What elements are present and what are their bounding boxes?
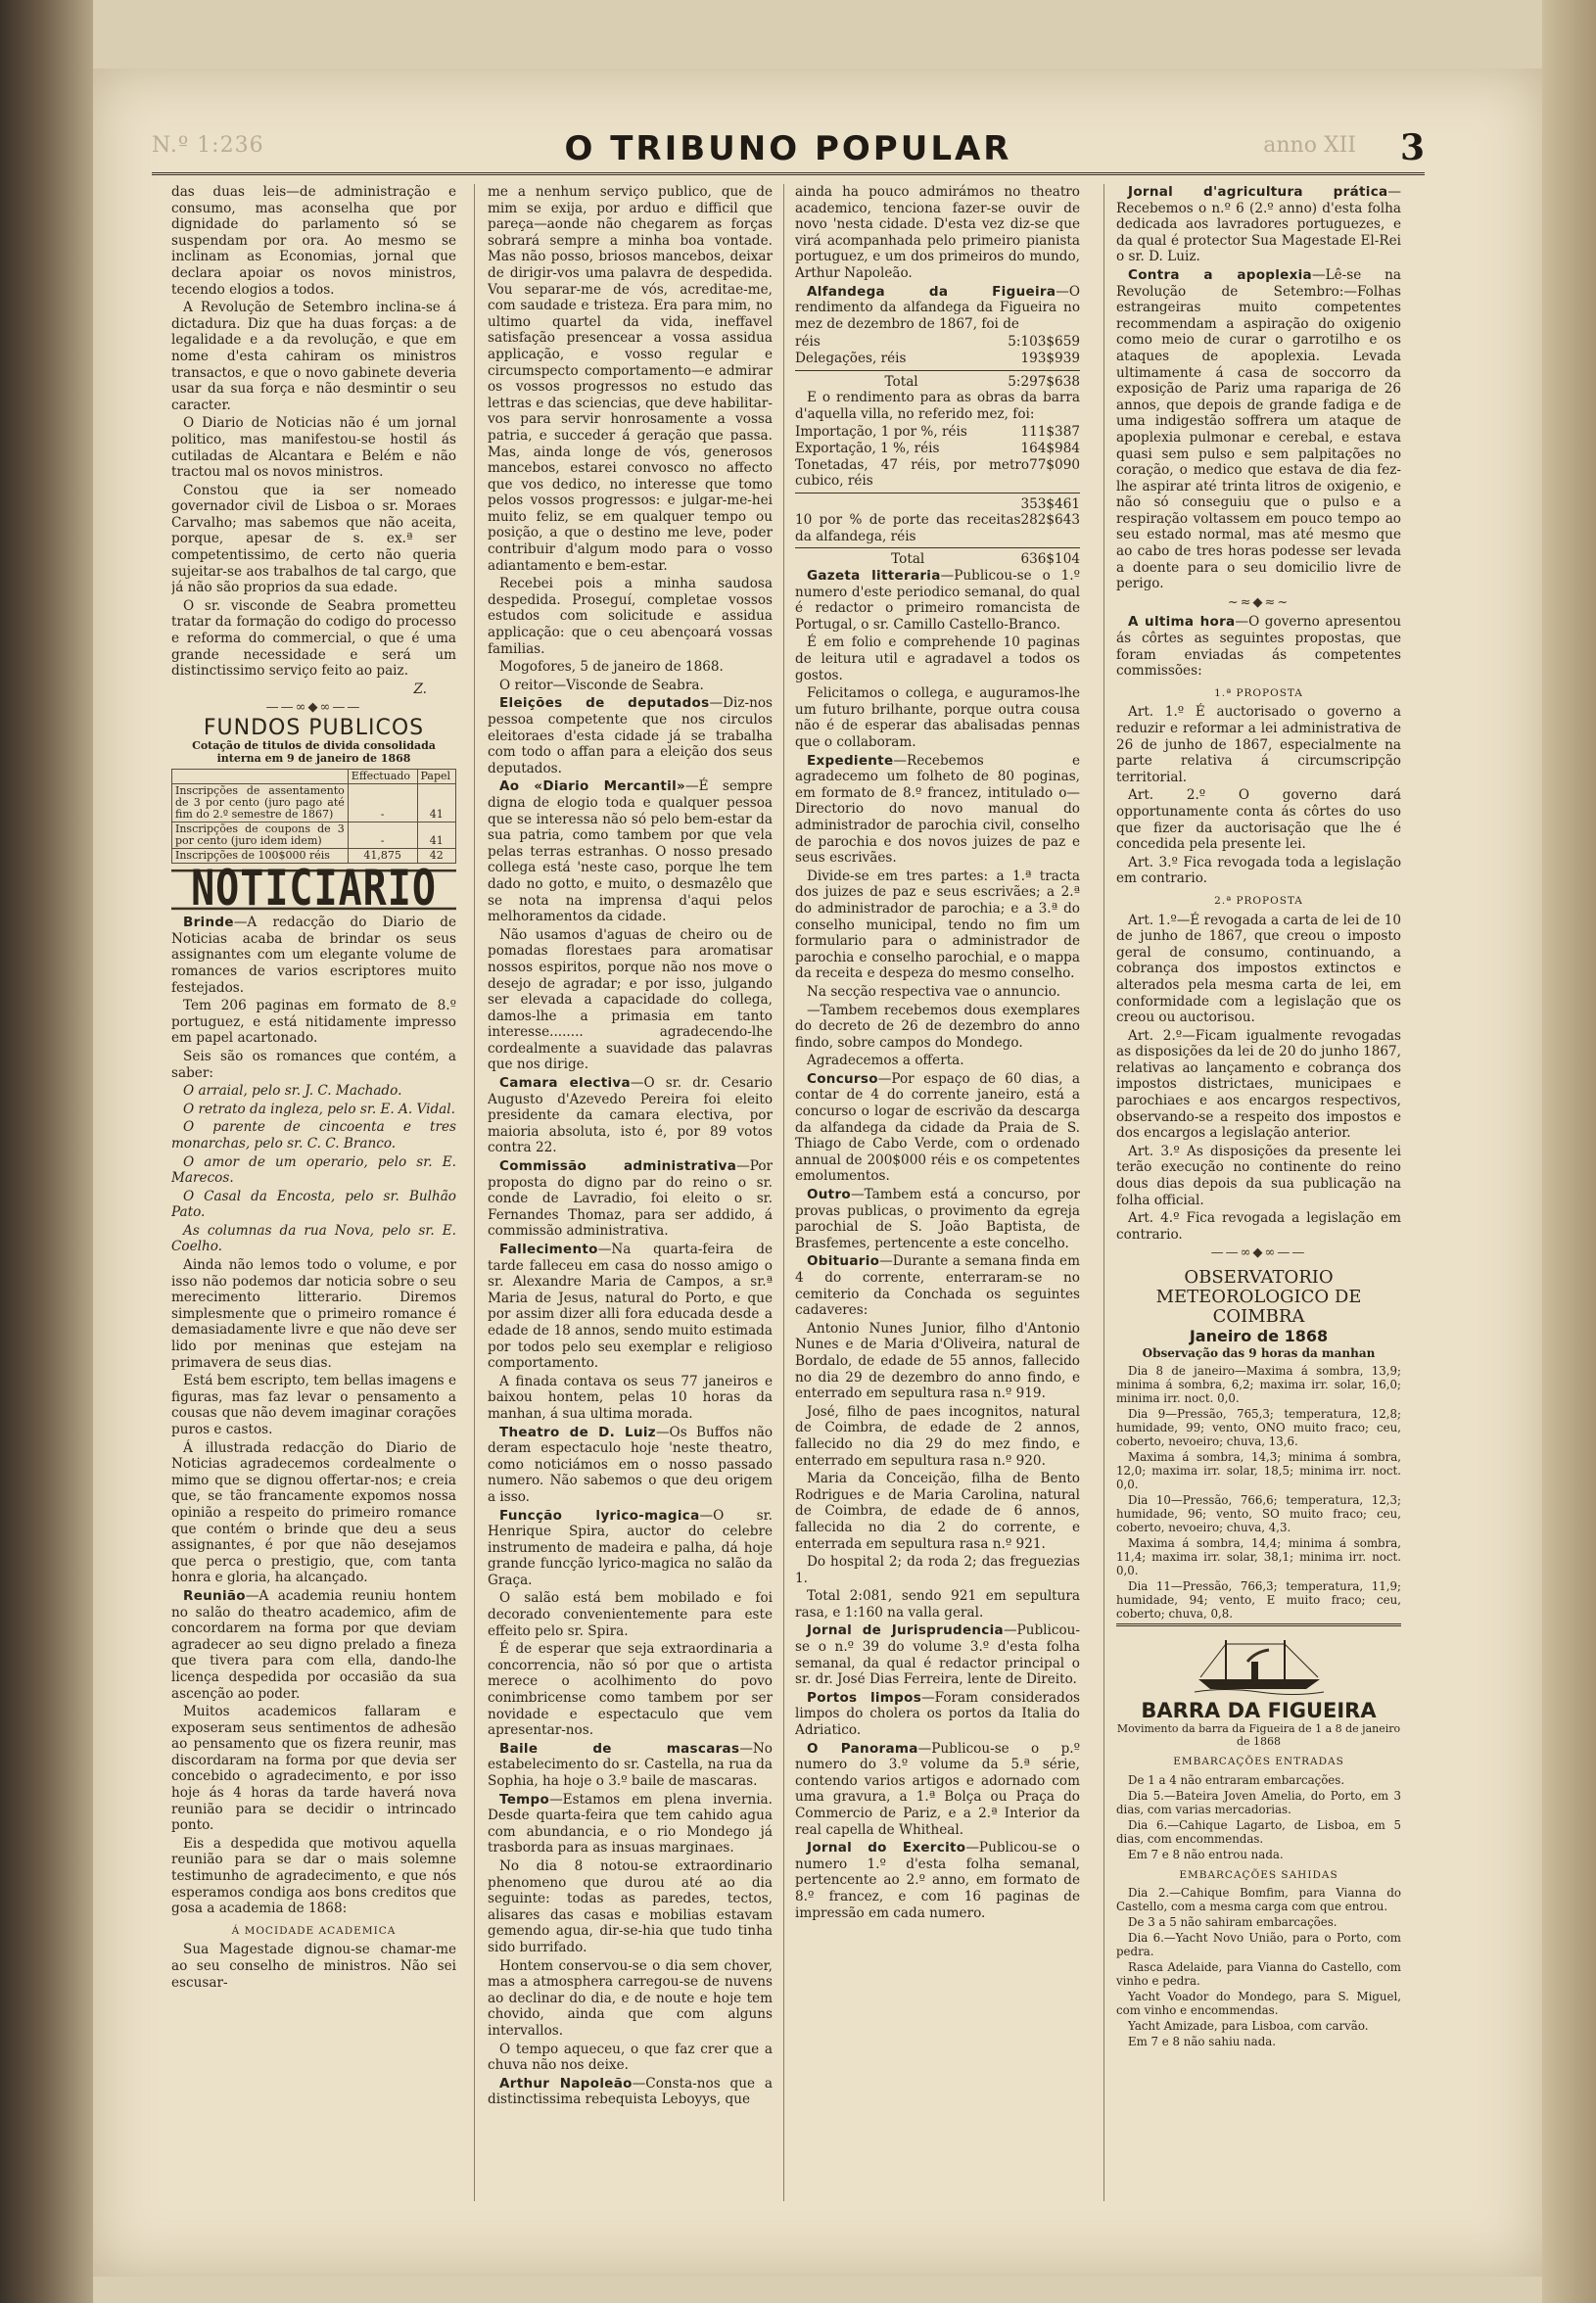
paragraph: O salão está bem mobilado e foi decorado convenientemente para este effeito pelo sr. Spira. (488, 1590, 773, 1639)
item-text: —O governo apresentou ás côrtes as seguintes propostas, que foram enviadas ás competentes commissões: (1116, 614, 1401, 680)
item-text: —O sr. dr. Cesario Augusto d'Azevedo Pereira foi eleito presidente da camara electiva, por maioria absoluta, isto é, por 89 votos contra 22. (488, 1075, 773, 1156)
item-lead: Tempo (499, 1791, 550, 1808)
ledger-value: 193$939 (1020, 350, 1080, 366)
cell: 41 (417, 822, 455, 848)
cell: Inscripções de 100$000 réis (172, 848, 349, 863)
column-1 (171, 184, 456, 2211)
section-subtitle: Cotação de titulos de divida consolidada interna em 9 de janeiro de 1868 (192, 738, 436, 765)
header-cell: Effectuado (348, 769, 417, 783)
column-rule (474, 184, 475, 2201)
section-heading-noticiario: NOTICIARIO (171, 870, 456, 910)
ledger-label: Total (891, 551, 925, 568)
item-text: —Estamos em plena invernia. Desde quarta-feira que tem cahido agua com abundancia, e o rio Mondego já trasborda para as insuas marginaes. (488, 1791, 773, 1856)
table-row (172, 783, 456, 822)
section-rule (1116, 1623, 1401, 1626)
paragraph: Agradecemos a offerta. (807, 1053, 964, 1069)
signature: O reitor—Visconde de Seabra. (499, 677, 704, 693)
item-text: —Por proposta do digno par do reino o sr. conde de Lavradio, foi eleito o sr. Fernandes Thomaz, para ser addido, á commissão administrativa. (488, 1158, 773, 1240)
ledger-value: 111$387 (1020, 424, 1080, 441)
item-text: —O sr. Henrique Spira, auctor do celebre instrumento de madeira e palha, dá hoje grande funcção lyrico-magica no salão da Graça. (488, 1507, 773, 1588)
paragraph: Ainda não lemos todo o volume, e por isso não podemos dar noticia sobre o seu merecimento litterario. Diremos simplesmente que o primeiro romance é demasiadamente livre e que não deve ser lido por meninas que estejam na primavera de seus dias. (171, 1257, 456, 1371)
item-lead: Funcção lyrico-magica (499, 1507, 700, 1524)
steamship-icon (1191, 1632, 1328, 1697)
ornament-divider: ——∞◆∞—— (265, 700, 362, 716)
list-item: Dia 6.—Cahique Lagarto, de Lisboa, em 5 dias, com encommendas. (1116, 1817, 1401, 1846)
paragraph: José, filho de paes incognitos, natural de Coimbra, de edade de 2 annos, fallecido no dia 29 do mez findo, e enterrado em sepultura rasa n.º 920. (795, 1403, 1080, 1469)
weather-entry: Maxima á sombra, 14,3; minima á sombra, 12,0; maxima irr. solar, 18,5; minima irr. noct. 0,0. (1116, 1449, 1401, 1491)
newspaper-title: O TRIBUNO POPULAR (564, 129, 1012, 168)
paragraph: O Diario de Noticias não é um jornal politico, mas manifestou-se hostil ás cutiladas de Alcantara e Belém e não tractou mal os novos ministros. (171, 415, 456, 481)
issue-year: anno XII (1263, 133, 1356, 158)
subsection-heading: EMBARCAÇÕES SAHIDAS (1179, 1868, 1338, 1881)
section-note: Observação das 9 horas da manhan (1142, 1345, 1376, 1360)
list-item: Dia 6.—Yacht Novo União, para o Porto, com pedra. (1116, 1931, 1401, 1959)
section-subtitle: Movimento da barra da Figueira de 1 a 8 de janeiro de 1868 (1116, 1722, 1401, 1749)
section-title: OBSERVATORIO METEOROLOGICO DE COIMBRA (1155, 1267, 1362, 1327)
item-lead: Jornal do Exercito (807, 1840, 966, 1856)
ledger-value: 282$643 (1020, 512, 1080, 529)
paragraph: Constou que ia ser nomeado governador civil de Lisboa o sr. Moraes Carvalho; mas sabemos que não aceita, porque, apesar de s. ex.ª ser competentissimo, de certo não queria sujeitar-se aos trabalhos de tal cargo, que já não são proprios da sua edade. (171, 482, 456, 596)
paragraph: Na secção respectiva vae o annuncio. (807, 983, 1060, 1000)
item-text: —Tambem está a concurso, por provas publicas, o provimento da egreja parochial de S. João Baptista, de Brasfemes, pertencente a este concelho. (795, 1187, 1080, 1251)
paragraph: A Revolução de Setembro inclina-se á dictadura. Diz que ha duas forças: a de legalidade e a da revolução, e que em nome d'esta cahiram os ministros transactos, e que o novo gabinete deveria usar da sua força e não desmintir o seu caracter. (171, 300, 456, 413)
list-item: De 1 a 4 não entraram embarcações. (1128, 1772, 1345, 1787)
ledger-total (795, 374, 1080, 391)
item-text: —Foram considerados limpos do cholera os portos da Italia do Adriatico. (795, 1689, 1080, 1739)
item-text: —Publicou-se o 1.º numero d'este periodico semanal, do qual é redactor o primeiro romancista de Portugal, o sr. Camillo Castello-Branco. (795, 568, 1080, 633)
paragraph: Hontem conservou-se o dia sem chover, mas a atmosphera carregou-se de nuvens ao declinar do dia, e de noute e hoje tem chovido, ainda que com alguns intervallos. (488, 1957, 773, 2039)
book-gutter (0, 0, 93, 2303)
item-text: —Publicou-se o numero 1.º d'esta folha semanal, pertencente ao 2.º anno, em formato de 8.º francez, e com 16 paginas de impressão em cada numero. (795, 1840, 1080, 1921)
page-number: 3 (1399, 127, 1425, 168)
paragraph: —Tambem recebemos dous exemplares do decreto de 26 de dezembro do anno findo, sobre campos do Mondego. (795, 1002, 1080, 1051)
signature: Z. (413, 681, 427, 697)
item-text: —No estabelecimento do sr. Castella, na rua da Sophia, ha hoje o 3.º baile de mascaras. (488, 1740, 773, 1789)
ledger-total (795, 551, 1080, 568)
paragraph: É em folio e comprehende 10 paginas de leitura util e agradavel a todos os gostos. (795, 634, 1080, 683)
column-rule (783, 184, 784, 2201)
item-text: —É sempre digna de elogio toda e qualquer pessoa que se interessa não só pelo bem-estar da sua patria, como tambem por que vela pelas terras estranhas. O nosso presado collega está 'neste caso, porque lhe tem dado no gotto, e muito, o desmazêlo que se nota na imprensa d'aqui pelos melhoramentos da cidade. (488, 778, 773, 925)
list-item: Em 7 e 8 não entrou nada. (1128, 1847, 1284, 1861)
list-item: As columnas da rua Nova, pelo sr. E. Coelho. (171, 1222, 456, 1255)
cell: - (348, 783, 417, 822)
cell: - (348, 822, 417, 848)
list-item: O Casal da Encosta, pelo sr. Bulhão Pato. (171, 1188, 456, 1221)
item-lead: A ultima hora (1128, 614, 1236, 631)
ledger-label: Tonetadas, 47 réis, por metro cubico, réis (795, 456, 1030, 490)
column-2 (488, 184, 773, 2211)
paragraph: Art. 1.º—É revogada a carta de lei de 10 de junho de 1867, que creou o imposto geral de consumo, continuando, a cobrança dos impostos extinctos e alterados pela mesma carta de lei, em conformidade com a legislação que os creou ou auctorisou. (1116, 912, 1401, 1026)
section-title: FUNDOS PUBLICOS (203, 716, 425, 740)
paragraph: Art. 2.º O governo dará opportunamente conta ás côrtes do uso que fizer da auctorisação que lhe é concedida pela presente lei. (1116, 787, 1401, 853)
sum-rule (795, 493, 1080, 494)
paragraph: Felicitamos o collega, e auguramos-lhe um futuro brilhante, porque outra cousa não é de esperar das abalisadas pennas que o collaboram. (795, 685, 1080, 750)
item-lead: Expediente (807, 752, 894, 769)
paragraph: das duas leis—de administração e consumo, mas aconselha que por dignidade do parlamento só se suspendam por ora. Ao mesmo se inclinam as Economias, jornal que declara apoiar os novos ministros, tecendo elogios a todos. (171, 184, 456, 298)
table-row (172, 822, 456, 848)
item-text: —Publicou-se o n.º 39 do volume 3.º d'esta folha semanal, da qual é redactor principal o sr. dr. José Dias Ferreira, lente de Direito. (795, 1622, 1080, 1688)
ledger-label: Delegações, réis (795, 350, 907, 366)
item-text: —Lê-se na Revolução de Setembro:—Folhas estrangeiras muito competentes recommendam a aspiração do oxigenio como meio de curar o garrotilho e os ataques de apoplexia. Levada ultimamente á casa de soccorro da exposição de Pariz uma rapariga de 26 annos, que depois de grande fadiga e de uma indigestão soffrera um ataque de apoplexia pulmonar e cerebal, e estava quasi sem pulso e sem palpitações no coração, o medico que estava de dia fez-lhe aspirar até trinta litros de oxigenio, e não só conseguiu que o pulso e a respiração voltassem em pouco tempo ao seu estado normal, mas até mesmo que ao cabo de tres horas podesse ser levada a doente para o seu domicilio livre de perigo. (1116, 266, 1401, 592)
ledger-row (795, 334, 1080, 351)
ledger-row (795, 351, 1080, 367)
ledger-label: Importação, 1 por %, réis (795, 424, 967, 441)
item-lead: Contra a apoplexia (1128, 266, 1312, 283)
paragraph: A finada contava os seus 77 janeiros e baixou hontem, pelas 10 horas da manhan, á sua ultima morada. (488, 1373, 773, 1422)
paragraph: Tem 206 paginas em formato de 8.º portuguez, e está nitidamente impresso em papel acartonado. (171, 998, 456, 1047)
paragraph: Antonio Nunes Junior, filho d'Antonio Nunes e de Maria d'Oliveira, natural de Bordalo, de edade de 55 annos, fallecido no dia 29 de dezembro do anno findo, e enterrado em sepultura rasa n.º 919. (795, 1320, 1080, 1402)
paragraph: Eis a despedida que motivou aquella reunião para se dar o mais solemne testimunho de agradecimento, e que nós esperamos condiga aos bons creditos que gosa a academia de 1868: (171, 1835, 456, 1917)
cell: 41,875 (348, 848, 417, 863)
ornament-divider: ~≈◆≈~ (1227, 594, 1291, 610)
funds-table (171, 769, 456, 864)
ledger-label: 10 por % de porte das receitas da alfandega, réis (795, 512, 1021, 544)
weather-entry: Dia 9—Pressão, 765,3; temperatura, 12,8; humidade, 99; vento, ONO muito fraco; ceu, coberto, nevoeiro; chuva, 13,6. (1116, 1406, 1401, 1448)
item-lead: Theatro de D. Luiz (499, 1424, 656, 1440)
list-item: Dia 5.—Bateira Joven Amelia, do Porto, em 3 dias, com varias mercadorias. (1116, 1788, 1401, 1816)
dateline: Mogofores, 5 de janeiro de 1868. (499, 659, 724, 676)
item-text: —Durante a semana finda em 4 do corrente, enterraram-se no cemiterio da Conchada os seguintes cadaveres: (795, 1253, 1080, 1319)
masthead (152, 125, 1425, 175)
item-text: —Na quarta-feira de tarde falleceu em casa do nosso amigo o sr. Alexandre Maria de Campos, a sr.ª Maria de Jesus, natural do Porto, e que por assim dizer alli fora educada desde a edade de 18 annos, sendo muito estimada por todos pelo seu exemplar e religioso comportamento. (488, 1242, 773, 1372)
item-text: —Por espaço de 60 dias, a contar de 4 do corrente janeiro, está a concurso o logar de escrivão da descarga da alfandega da cidade da Praia de S. Thiago de Cabo Verde, com o ordenado annual de 200$000 réis e os competentes emolumentos. (795, 1070, 1080, 1185)
item-text: —Recebemos o n.º 6 (2.º anno) d'esta folha dedicada aos lavradores portuguezes, e da qual é protector Sua Magestade El-Rei o sr. D. Luiz. (1116, 184, 1401, 265)
ledger-label: Total (884, 373, 918, 390)
list-item: Yacht Amizade, para Lisboa, com carvão. (1128, 2019, 1369, 2034)
ledger-label: réis (795, 334, 821, 351)
item-lead: Reunião (183, 1587, 246, 1604)
proposal-heading: 1.ª PROPOSTA (1214, 686, 1303, 699)
list-item: Yacht Voador do Mondego, para S. Miguel, com vinho e encommendas. (1116, 1990, 1401, 2018)
ornament-divider: ——∞◆∞—— (1210, 1246, 1307, 1261)
paragraph: Divide-se em tres partes: a 1.ª tracta dos juizes de paz e seus escrivães; a 2.ª do administrador de parochia; e a 3.ª do conselho municipal, tendo no fim um formulario para o administrador de parochia e conselho parochial, e o mappa da receita e despeza do mesmo conselho. (795, 868, 1080, 982)
item-lead: Gazeta litteraria (807, 568, 941, 585)
cell: 42 (417, 848, 455, 863)
paragraph: Art. 4.º Fica revogada a legislação em contrario. (1116, 1210, 1401, 1243)
item-lead: Alfandega da Figueira (807, 283, 1056, 300)
weather-entry: Dia 8 de janeiro—Maxima á sombra, 13,9; minima á sombra, 6,2; maxima irr. solar, 16,0; minima irr. noct. 0,0. (1116, 1363, 1401, 1405)
item-lead: Jornal de Jurisprudencia (807, 1622, 1004, 1639)
list-item: Em 7 e 8 não sahiu nada. (1128, 2035, 1277, 2049)
table-header (172, 769, 456, 783)
item-lead: Obituario (807, 1253, 880, 1270)
section-subtitle: Janeiro de 1868 (1189, 1327, 1329, 1345)
item-lead: Baile de mascaras (499, 1740, 740, 1757)
list-item: O amor de um operario, pelo sr. E. Marecos. (171, 1153, 456, 1187)
item-text: —Publicou-se o p.º numero do 3.º volume da 5.ª série, contendo varios artigos e adornado com uma gravura, a 1.ª Bolça ou Praça do Commercio de Pariz, e a 2.ª Interior da real capella de Whitheal. (795, 1740, 1080, 1838)
column-rule (1103, 184, 1104, 2201)
item-text: —A academia reuniu hontem no salão do theatro academico, afim de concordarem na forma por que deviam agradecer ao seu digno prelado a fineza que tivera para com ella, dando-lhe licença despedida por occasião da sua ascenção ao poder. (171, 1587, 456, 1702)
list-item: Dia 2.—Cahique Bomfim, para Vianna do Castello, com a mesma carga com que entrou. (1116, 1886, 1401, 1914)
cell: Inscripções de coupons de 3 por cento (juro idem idem) (172, 822, 349, 848)
paragraph: Art. 3.º As disposições da presente lei terão execução no continente do reino dous dias depois da sua publicação na folha official. (1116, 1143, 1401, 1208)
weather-entry: Dia 11—Pressão, 766,3; temperatura, 11,9; humidade, 94; vento, E muito fraco; ceu, coberto; chuva, 0,8. (1116, 1578, 1401, 1621)
paragraph: É de esperar que seja extraordinaria a concorrencia, não só por que o artista merece o acolhimento do povo conimbricense como tambem por ser novidade e espectaculo que vem apresentar-nos. (488, 1641, 773, 1739)
cell: 41 (417, 783, 455, 822)
issue-number: N.º 1:236 (152, 133, 264, 158)
item-lead: Jornal d'agricultura prática (1128, 184, 1388, 200)
sum-rule (795, 370, 1080, 371)
paragraph: Está bem escripto, tem bellas imagens e figuras, mas faz levar o pensamento a cousas que não devem imaginar corações puros e castos. (171, 1373, 456, 1437)
column-3 (795, 184, 1080, 2211)
item-lead: O Panorama (807, 1740, 918, 1757)
ledger-value: 5:103$659 (1008, 334, 1080, 351)
header-cell (172, 769, 349, 783)
ledger-row (795, 457, 1080, 490)
section-title: BARRA DA FIGUEIRA (1141, 1698, 1377, 1722)
paragraph: Art. 2.º—Ficam igualmente revogadas as disposições da lei de 20 do junho 1867, relativas ao lançamento e cobrança dos impostos districtaes, municipaes e parochiaes e aos encargos respectivos, observando-se a respeito dos impostos e dos encargos a legislação anterior. (1116, 1027, 1401, 1142)
item-text: —Recebemos e agradecemo um folheto de 80 poginas, em formato de 8.º francez, intitulado o—Directorio do novo manual do administrador de parochia civil, conselho de parochia e dos novos juizes de paz e seus escrivães. (795, 752, 1080, 867)
item-lead: Portos limpos (807, 1689, 922, 1706)
item-text: —Consta-nos que a distinctissima rebequista Leboyys, que (488, 2075, 773, 2108)
ledger-value: 5:297$638 (1008, 373, 1080, 390)
ledger-row (795, 441, 1080, 457)
list-item: Rasca Adelaide, para Vianna do Castello, com vinho e pedra. (1116, 1960, 1401, 1989)
paragraph: Do hospital 2; da roda 2; das freguezias 1. (795, 1554, 1080, 1586)
item-text: —A redacção do Diario de Noticias acaba de brindar os seus assignantes com um elegante volume de romances de varios escriptores muito festejados. (171, 915, 456, 996)
paragraph: me a nenhum serviço publico, que de mim se exija, por arduo e difficil que pareça—aonde não chegarem as forças sobrará sempre a minha boa vontade. Mas não posso, briosos mancebos, deixar de dirigir-vos uma palavra de despedida. Vou separar-me de vós, acreditae-me, com saudade e tristeza. Era para mim, no ultimo quartel da vida, ineffavel satisfação presencear a vossa assidua applicação, e vosso regular e circumspecto comportamento—e admirar os vossos progressos no estudo das lettras e das sciencias, que deve habilitar-vos para servir honrosamente a vossa patria, e succeder á geração que passa. Mas, ainda longe de vós, generosos mancebos, estarei convosco no affecto que vos dedico, no interesse que tomo pelos vossos progressos: e julgar-me-hei muito feliz, se em qualquer tempo ou posição, a que o destino me leve, poder contribuir d'algum modo para o vosso adiantamento e bem-estar. (488, 184, 773, 574)
paragraph: Muitos academicos fallaram e exposeram seus sentimentos de adhesão ao pensamento que os fizera reunir, mas discordaram na forma por que devia ser concebido o agradecimento, e por isso hoje ás 4 horas da tarde haverá nova reunião para se decidir o intrincado ponto. (171, 1704, 456, 1834)
cell: Inscripções de assentamento de 3 por cento (juro pago até fim do 2.º semestre de 1867) (172, 783, 349, 822)
paragraph: Á illustrada redacção do Diario de Noticias agradecemos cordealmente o mimo que se dignou offertar-nos; e creia que, se tão francamente expomos nossa opinião a respeito do primeiro romance que contém o brinde que deu a seus assignantes, é por que não desejamos que perca o prestigio, que, com tanta honra e gloria, ha alcançado. (171, 1439, 456, 1586)
ledger-row (795, 424, 1080, 441)
ledger-subtotal: 353$461 (1020, 495, 1080, 512)
ledger-value: 164$984 (1020, 440, 1080, 456)
subsection-heading: EMBARCAÇÕES ENTRADAS (1173, 1756, 1344, 1768)
list-item: O parente de cincoenta e tres monarchas, pelo sr. C. C. Branco. (171, 1119, 456, 1152)
ledger-value: 636$104 (1020, 551, 1080, 568)
paragraph: ainda ha pouco admirámos no theatro academico, tenciona fazer-se ouvir de novo 'nesta cidade. D'esta vez diz-se que virá acompanhada pelo primeiro pianista portuguez, e um dos primeiros do mundo, Arthur Napoleão. (795, 184, 1080, 281)
paragraph: Art. 3.º Fica revogada toda a legislação em contrario. (1116, 854, 1401, 887)
item-lead: Commissão administrativa (499, 1158, 737, 1175)
item-lead: Outro (807, 1187, 851, 1203)
list-item: O retrato da ingleza, pelo sr. E. A. Vidal. (183, 1101, 455, 1117)
ledger-value: 77$090 (1029, 456, 1080, 473)
paragraph: Sua Magestade dignou-se chamar-me ao seu conselho de ministros. Não sei escusar- (171, 1942, 456, 1991)
item-text: —O rendimento da alfandega da Figueira no mez de dezembro de 1867, foi de (795, 283, 1080, 332)
paragraph: Total 2:081, sendo 921 em sepultura rasa, e 1:160 na valla geral. (795, 1588, 1080, 1621)
item-lead: Concurso (807, 1070, 878, 1087)
item-lead: Ao «Diario Mercantil» (499, 778, 686, 795)
paragraph: Não usamos d'aguas de cheiro ou de pomadas florestaes para aromatisar nossos espiritos, porque não nos move o desejo de agradar; e por isso, julgando ser elevada a capacidade do collega, damos-lhe a primasia em tanto interesse........ agradecendo-lhe cordealmente a suavidade das palavras que nos dirige. (488, 926, 773, 1073)
letter-heading: Á MOCIDADE ACADEMICA (231, 1924, 397, 1937)
paragraph: Seis são os romances que contém, a saber: (171, 1048, 456, 1081)
paragraph: Maria da Conceição, filha de Bento Rodrigues e de Maria Carolina, natural de Coimbra, de edade de 6 annos, fallecida no dia 2 do corrente, e enterrada em sepultura rasa n.º 921. (795, 1471, 1080, 1552)
paragraph: O tempo aqueceu, o que faz crer que a chuva não nos deixe. (488, 2041, 773, 2074)
header-cell: Papel (417, 769, 455, 783)
paragraph: O sr. visconde de Seabra prometteu tratar da formação do codigo do processo e reforma do commercial, o que é uma grande necessidade e será um distinctissimo serviço feito ao paiz. (171, 597, 456, 680)
item-lead: Arthur Napoleão (499, 2075, 633, 2092)
column-4 (1116, 184, 1401, 2211)
list-item: O arraial, pelo sr. J. C. Machado. (183, 1083, 402, 1100)
weather-entry: Dia 10—Pressão, 766,6; temperatura, 12,3; humidade, 96; vento, SO muito fraco; ceu, coberto, nevoeiro; chuva, 4,3. (1116, 1492, 1401, 1534)
ledger-row (795, 512, 1080, 544)
paragraph: No dia 8 notou-se extraordinario phenomeno que durou até ao dia seguinte: todas as paredes, tectos, alisares das casas e mobilias estavam gemendo agua, dir-se-hia que tudo tinha sido burrifado. (488, 1857, 773, 1955)
paragraph: Recebei pois a minha saudosa despedida. Proseguí, completae vossos estudos com solicitude e assidua applicação: que o ceu abençoará vossas familias. (488, 576, 773, 657)
ledger-label: Exportação, 1 %, réis (795, 440, 940, 456)
item-lead: Eleições de deputados (499, 695, 710, 712)
item-text: —Diz-nos pessoa competente que nos circulos eleitoraes d'esta cidade já se trabalha com todo o affan para a eleição dos seus deputados. (488, 695, 773, 776)
list-item: De 3 a 5 não sahiram embarcações. (1128, 1915, 1338, 1930)
item-lead: Camara electiva (499, 1075, 631, 1092)
item-lead: Fallecimento (499, 1242, 598, 1257)
page-edge (1542, 0, 1596, 2303)
item-lead: Brinde (183, 915, 234, 931)
weather-entry: Maxima á sombra, 14,4; minima á sombra, 11,4; maxima irr. solar, 38,1; minima irr. noct. 0,0. (1116, 1535, 1401, 1577)
paragraph: Art. 1.º É auctorisado o governo a reduzir e reformar a lei administrativa de 26 de junho de 1867, especialmente na parte relativa á circumscripção territorial. (1116, 704, 1401, 785)
proposal-heading: 2.ª PROPOSTA (1214, 894, 1303, 907)
sum-rule (795, 547, 1080, 548)
paragraph: E o rendimento para as obras da barra d'aquella villa, no referido mez, foi: (795, 390, 1080, 422)
item-text: —Os Buffos não deram espectaculo hoje 'neste theatro, como noticiámos em o nosso passado numero. Não sabemos o que deu origem a isso. (488, 1424, 773, 1505)
